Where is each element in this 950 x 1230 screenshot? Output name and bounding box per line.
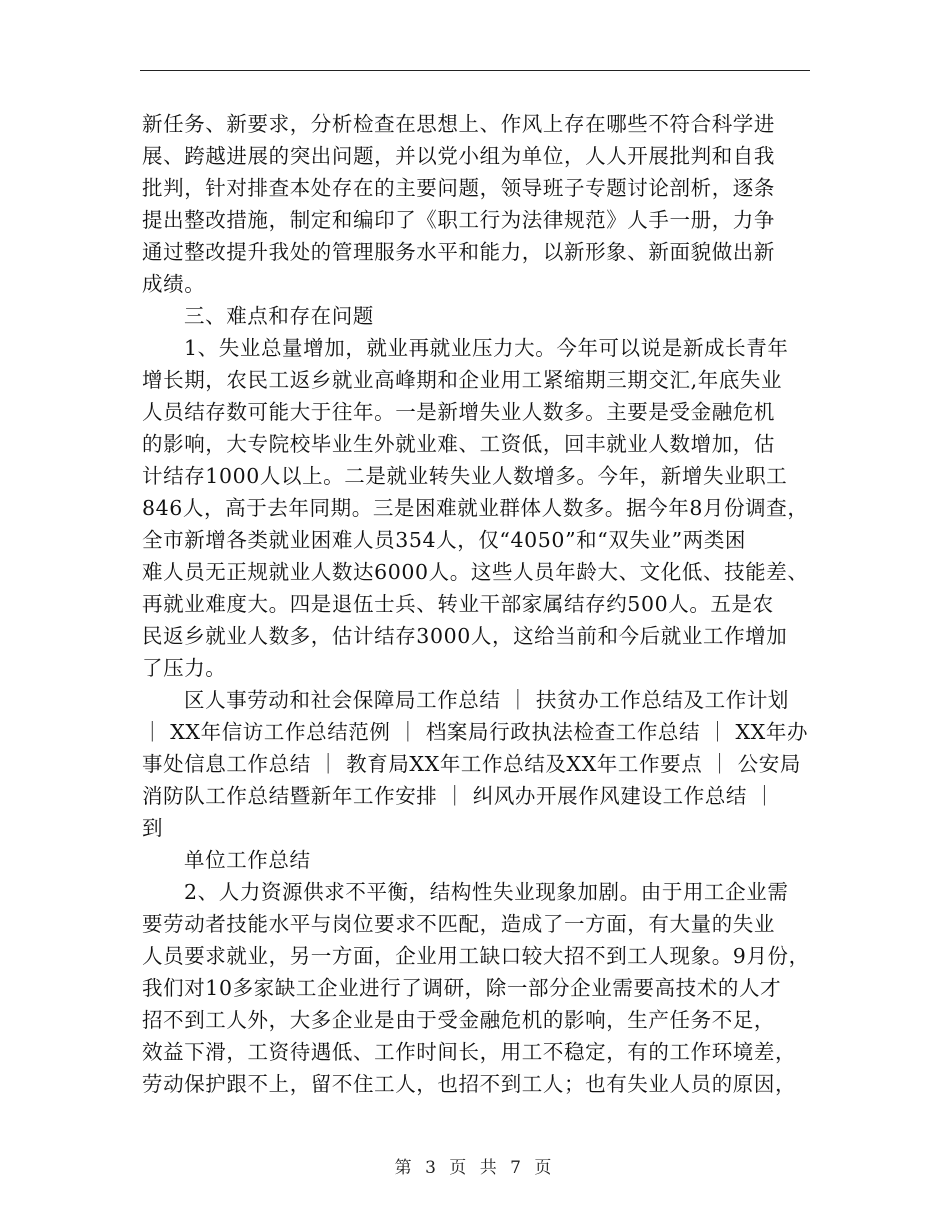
text-line: 三、难点和存在问题 — [184, 304, 374, 328]
text-line: 展、跨越进展的突出问题，并以党小组为单位，人人开展批判和自我 — [142, 144, 775, 168]
text-line: 846人，高于去年同期。三是困难就业群体人数多。据今年8月份调查， — [142, 496, 809, 520]
text-line: 全市新增各类就业困难人员354人，仅“4050”和“双失业”两类困 — [142, 528, 747, 552]
text-line: 难人员无正规就业人数达6000人。这些人员年龄大、文化低、技能差、 — [142, 560, 809, 584]
text-line: 通过整改提升我处的管理服务水平和能力，以新形象、新面貌做出新 — [142, 240, 775, 264]
text-line: 区人事劳动和社会保障局工作总结 ｜ 扶贫办工作总结及工作计划 — [184, 688, 790, 712]
text-line: 计结存1000人以上。二是就业转失业人数增多。今年，新增失业职工 — [142, 464, 788, 488]
text-line: ｜ XX年信访工作总结范例 ｜ 档案局行政执法检查工作总结 ｜ XX年办 — [142, 720, 809, 744]
text-line: 提出整改措施，制定和编印了《职工行为法律规范》人手一册，力争 — [142, 208, 775, 232]
text-line: 增长期，农民工返乡就业高峰期和企业用工紧缩期三期交汇,年底失业 — [142, 368, 783, 392]
text-line: 人员要求就业，另一方面，企业用工缺口较大招不到工人现象。9月份， — [142, 944, 810, 968]
text-line: 到 — [142, 816, 164, 840]
text-line: 效益下滑，工资待遇低、工作时间长，用工不稳定，有的工作环境差， — [142, 1040, 797, 1064]
text-line: 的影响，大专院校毕业生外就业难、工资低，回丰就业人数增加，估 — [142, 432, 775, 456]
text-line: 我们对10多家缺工企业进行了调研，除一部分企业需要高技术的人才 — [142, 976, 782, 1000]
text-line: 人员结存数可能大于往年。一是新增失业人数多。主要是受金融危机 — [142, 400, 775, 424]
text-line: 新任务、新要求，分析检查在思想上、作风上存在哪些不符合科学进 — [142, 112, 775, 136]
text-line: 1、失业总量增加，就业再就业压力大。今年可以说是新成长青年 — [184, 336, 789, 360]
text-line: 成绩。 — [142, 272, 206, 296]
text-line: 消防队工作总结暨新年工作安排 ｜ 纠风办开展作风建设工作总结 ｜ — [142, 784, 776, 808]
text-line: 要劳动者技能水平与岗位要求不匹配，造成了一方面，有大量的失业 — [142, 912, 775, 936]
text-line: 事处信息工作总结 ｜ 教育局XX年工作总结及XX年工作要点 ｜ 公安局 — [142, 752, 801, 776]
text-line: 再就业难度大。四是退伍士兵、转业干部家属结存约500人。五是农 — [142, 592, 774, 616]
document-body — [142, 108, 808, 1100]
text-line: 劳动保护跟不上，留不住工人，也招不到工人；也有失业人员的原因， — [142, 1072, 797, 1096]
text-line: 2、人力资源供求不平衡，结构性失业现象加剧。由于用工企业需 — [184, 880, 789, 904]
text-line: 民返乡就业人数多，估计结存3000人，这给当前和今后就业工作增加 — [142, 624, 788, 648]
page-number: 第 3 页 共 7 页 — [394, 1158, 556, 1178]
text-line: 批判，针对排查本处存在的主要问题，领导班子专题讨论剖析，逐条 — [142, 176, 775, 200]
text-line: 招不到工人外，大多企业是由于受金融危机的影响，生产任务不足， — [142, 1008, 775, 1032]
header-rule — [140, 70, 810, 71]
text-line: 了压力。 — [142, 656, 227, 680]
text-line: 单位工作总结 — [184, 848, 311, 872]
